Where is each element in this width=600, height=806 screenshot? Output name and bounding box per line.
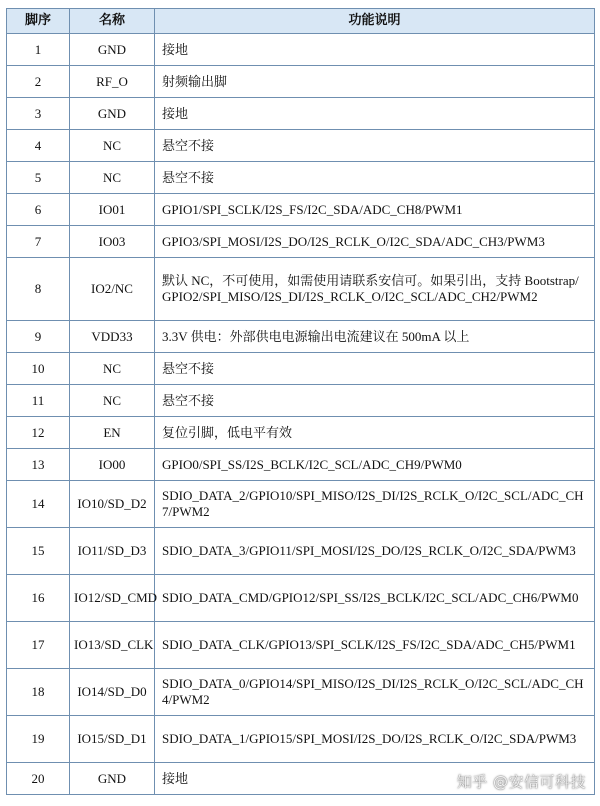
pin-name: NC [70, 130, 155, 162]
pin-name: IO03 [70, 226, 155, 258]
table-row [7, 258, 595, 321]
pin-description: 悬空不接 [155, 385, 595, 417]
pin-description: 默认 NC，不可使用，如需使用请联系安信可。如果引出，支持 Bootstrap/GPIO2/SPI_MISO/I2S_DI/I2S_RCLK_O/I2C_SCL/ADC_CH2/PWM2 [155, 258, 595, 321]
pin-description: GPIO0/SPI_SS/I2S_BCLK/I2C_SCL/ADC_CH9/PWM0 [155, 449, 595, 481]
pin-name: IO13/SD_CLK [70, 622, 155, 669]
pin-name: IO00 [70, 449, 155, 481]
pin-description: 悬空不接 [155, 353, 595, 385]
table-row [7, 716, 595, 763]
pin-function-table [6, 8, 595, 795]
table-header [7, 9, 595, 34]
header-name: 名称 [70, 9, 155, 34]
pin-name: IO01 [70, 194, 155, 226]
pin-name: IO14/SD_D0 [70, 669, 155, 716]
pin-name: IO12/SD_CMD [70, 575, 155, 622]
pin-description: 射频输出脚 [155, 66, 595, 98]
pin-description: SDIO_DATA_2/GPIO10/SPI_MISO/I2S_DI/I2S_RCLK_O/I2C_SCL/ADC_CH7/PWM2 [155, 481, 595, 528]
table-row [7, 481, 595, 528]
table-row [7, 130, 595, 162]
pin-name: IO2/NC [70, 258, 155, 321]
pin-name: GND [70, 763, 155, 795]
pin-number: 5 [7, 162, 70, 194]
pin-number: 4 [7, 130, 70, 162]
pin-number: 6 [7, 194, 70, 226]
table-body [7, 34, 595, 795]
pin-description: 接地 [155, 98, 595, 130]
table-row [7, 226, 595, 258]
pin-name: IO11/SD_D3 [70, 528, 155, 575]
pin-description: 悬空不接 [155, 130, 595, 162]
pin-number: 19 [7, 716, 70, 763]
pin-number: 10 [7, 353, 70, 385]
pin-name: NC [70, 385, 155, 417]
pin-number: 11 [7, 385, 70, 417]
pin-name: IO10/SD_D2 [70, 481, 155, 528]
pin-number: 13 [7, 449, 70, 481]
pin-number: 1 [7, 34, 70, 66]
pin-name: EN [70, 417, 155, 449]
pin-description: GPIO1/SPI_SCLK/I2S_FS/I2C_SDA/ADC_CH8/PWM1 [155, 194, 595, 226]
pin-name: NC [70, 162, 155, 194]
pin-description: SDIO_DATA_3/GPIO11/SPI_MOSI/I2S_DO/I2S_RCLK_O/I2C_SDA/PWM3 [155, 528, 595, 575]
table-row [7, 417, 595, 449]
header-row [7, 9, 595, 34]
pin-name: VDD33 [70, 321, 155, 353]
table-row [7, 66, 595, 98]
pin-name: IO15/SD_D1 [70, 716, 155, 763]
pin-name: GND [70, 98, 155, 130]
table-row [7, 98, 595, 130]
table-row [7, 385, 595, 417]
header-description: 功能说明 [155, 9, 595, 34]
pin-description: SDIO_DATA_CLK/GPIO13/SPI_SCLK/I2S_FS/I2C_SDA/ADC_CH5/PWM1 [155, 622, 595, 669]
pin-description: 复位引脚，低电平有效 [155, 417, 595, 449]
table-row [7, 321, 595, 353]
pin-description: SDIO_DATA_1/GPIO15/SPI_MOSI/I2S_DO/I2S_RCLK_O/I2C_SDA/PWM3 [155, 716, 595, 763]
pin-number: 12 [7, 417, 70, 449]
pin-description: SDIO_DATA_0/GPIO14/SPI_MISO/I2S_DI/I2S_RCLK_O/I2C_SCL/ADC_CH4/PWM2 [155, 669, 595, 716]
table-row [7, 194, 595, 226]
table-row [7, 528, 595, 575]
table-row [7, 575, 595, 622]
pin-description: 接地 [155, 34, 595, 66]
pin-number: 3 [7, 98, 70, 130]
table-row [7, 353, 595, 385]
pin-number: 17 [7, 622, 70, 669]
table-row [7, 162, 595, 194]
header-pin: 脚序 [7, 9, 70, 34]
pin-number: 16 [7, 575, 70, 622]
pin-number: 2 [7, 66, 70, 98]
pin-description: 3.3V 供电：外部供电电源输出电流建议在 500mA 以上 [155, 321, 595, 353]
pin-number: 15 [7, 528, 70, 575]
pin-number: 8 [7, 258, 70, 321]
pin-description: 接地 [155, 763, 595, 795]
pin-number: 20 [7, 763, 70, 795]
pin-number: 14 [7, 481, 70, 528]
pin-description: SDIO_DATA_CMD/GPIO12/SPI_SS/I2S_BCLK/I2C_SCL/ADC_CH6/PWM0 [155, 575, 595, 622]
table-row [7, 622, 595, 669]
pin-name: NC [70, 353, 155, 385]
table-row [7, 34, 595, 66]
pin-description: 悬空不接 [155, 162, 595, 194]
pin-number: 7 [7, 226, 70, 258]
pin-name: RF_O [70, 66, 155, 98]
watermark: 知乎 @安信可科技 [456, 773, 586, 791]
pin-number: 18 [7, 669, 70, 716]
pin-name: GND [70, 34, 155, 66]
table-row [7, 449, 595, 481]
pin-description: GPIO3/SPI_MOSI/I2S_DO/I2S_RCLK_O/I2C_SDA/ADC_CH3/PWM3 [155, 226, 595, 258]
pin-number: 9 [7, 321, 70, 353]
table-row [7, 669, 595, 716]
